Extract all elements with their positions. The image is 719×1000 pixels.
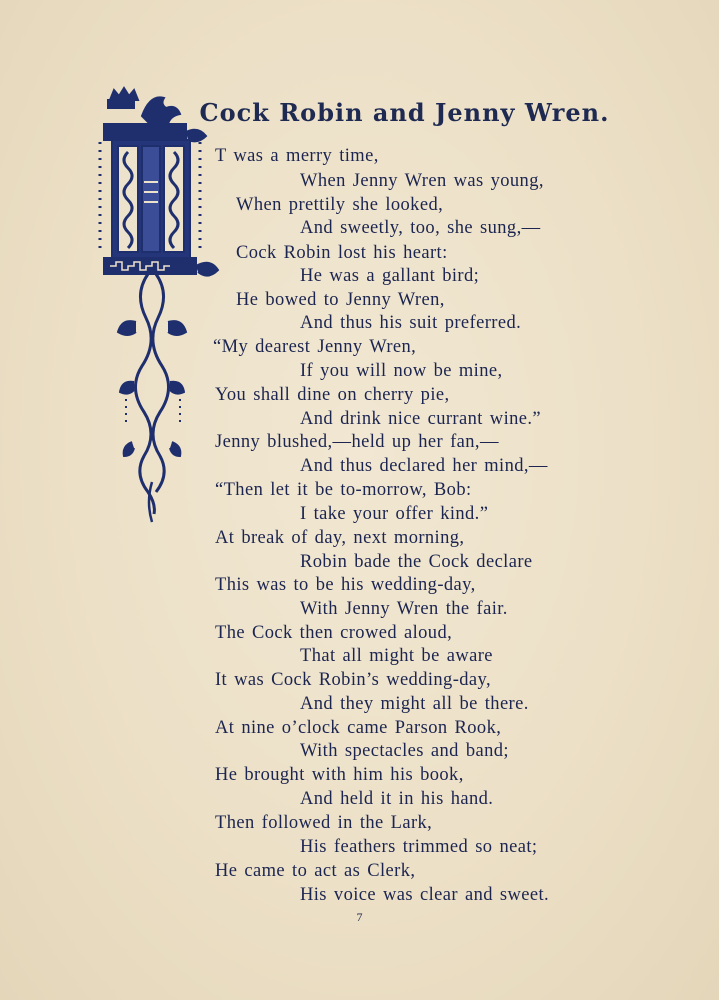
poem-line: “Then let it be to-morrow, Bob: (215, 480, 472, 500)
poem-line: When Jenny Wren was young, (300, 171, 544, 191)
poem-line: At nine o’clock came Parson Rook, (215, 718, 502, 738)
poem-line: Then followed in the Lark, (215, 813, 433, 833)
poem-line: Jenny blushed,—held up her fan,— (215, 432, 499, 452)
poem-line: I take your offer kind.” (300, 504, 489, 524)
poem-line: And drink nice currant wine.” (300, 409, 542, 429)
poem-line: With Jenny Wren the fair. (300, 599, 508, 619)
poem-line: With spectacles and band; (300, 741, 509, 761)
poem-line: The Cock then crowed aloud, (215, 623, 453, 643)
poem-line: And they might all be there. (300, 694, 529, 714)
poem-line: T was a merry time, (215, 146, 379, 166)
page-number: 7 (356, 910, 363, 924)
poem-title: Cock Robin and Jenny Wren. (199, 98, 610, 127)
poem-line: Robin bade the Cock declare (300, 552, 533, 572)
poem-line: And held it in his hand. (300, 789, 494, 809)
poem-line: He was a gallant bird; (300, 266, 480, 286)
poem-line: And thus declared her mind,— (300, 456, 548, 476)
poem-line: When prettily she looked, (236, 195, 444, 215)
poem-line: If you will now be mine, (300, 361, 503, 381)
poem-line: This was to be his wedding-day, (215, 575, 476, 595)
poem-line: His voice was clear and sweet. (300, 885, 550, 905)
poem-line: Cock Robin lost his heart: (236, 243, 448, 263)
poem-line: It was Cock Robin’s wedding-day, (215, 670, 491, 690)
poem-line: That all might be aware (300, 646, 493, 666)
poem-line: He brought with him his book, (215, 765, 464, 785)
poem-line: “My dearest Jenny Wren, (213, 337, 417, 357)
poem-line: His feathers trimmed so neat; (300, 837, 538, 857)
poem-line: He came to act as Clerk, (215, 861, 416, 881)
poem-line: And sweetly, too, she sung,— (300, 218, 541, 238)
poem-line: At break of day, next morning, (215, 528, 465, 548)
poem-line: You shall dine on cherry pie, (215, 385, 450, 405)
poem-line: He bowed to Jenny Wren, (236, 290, 445, 310)
poem-line: And thus his suit preferred. (300, 313, 522, 333)
